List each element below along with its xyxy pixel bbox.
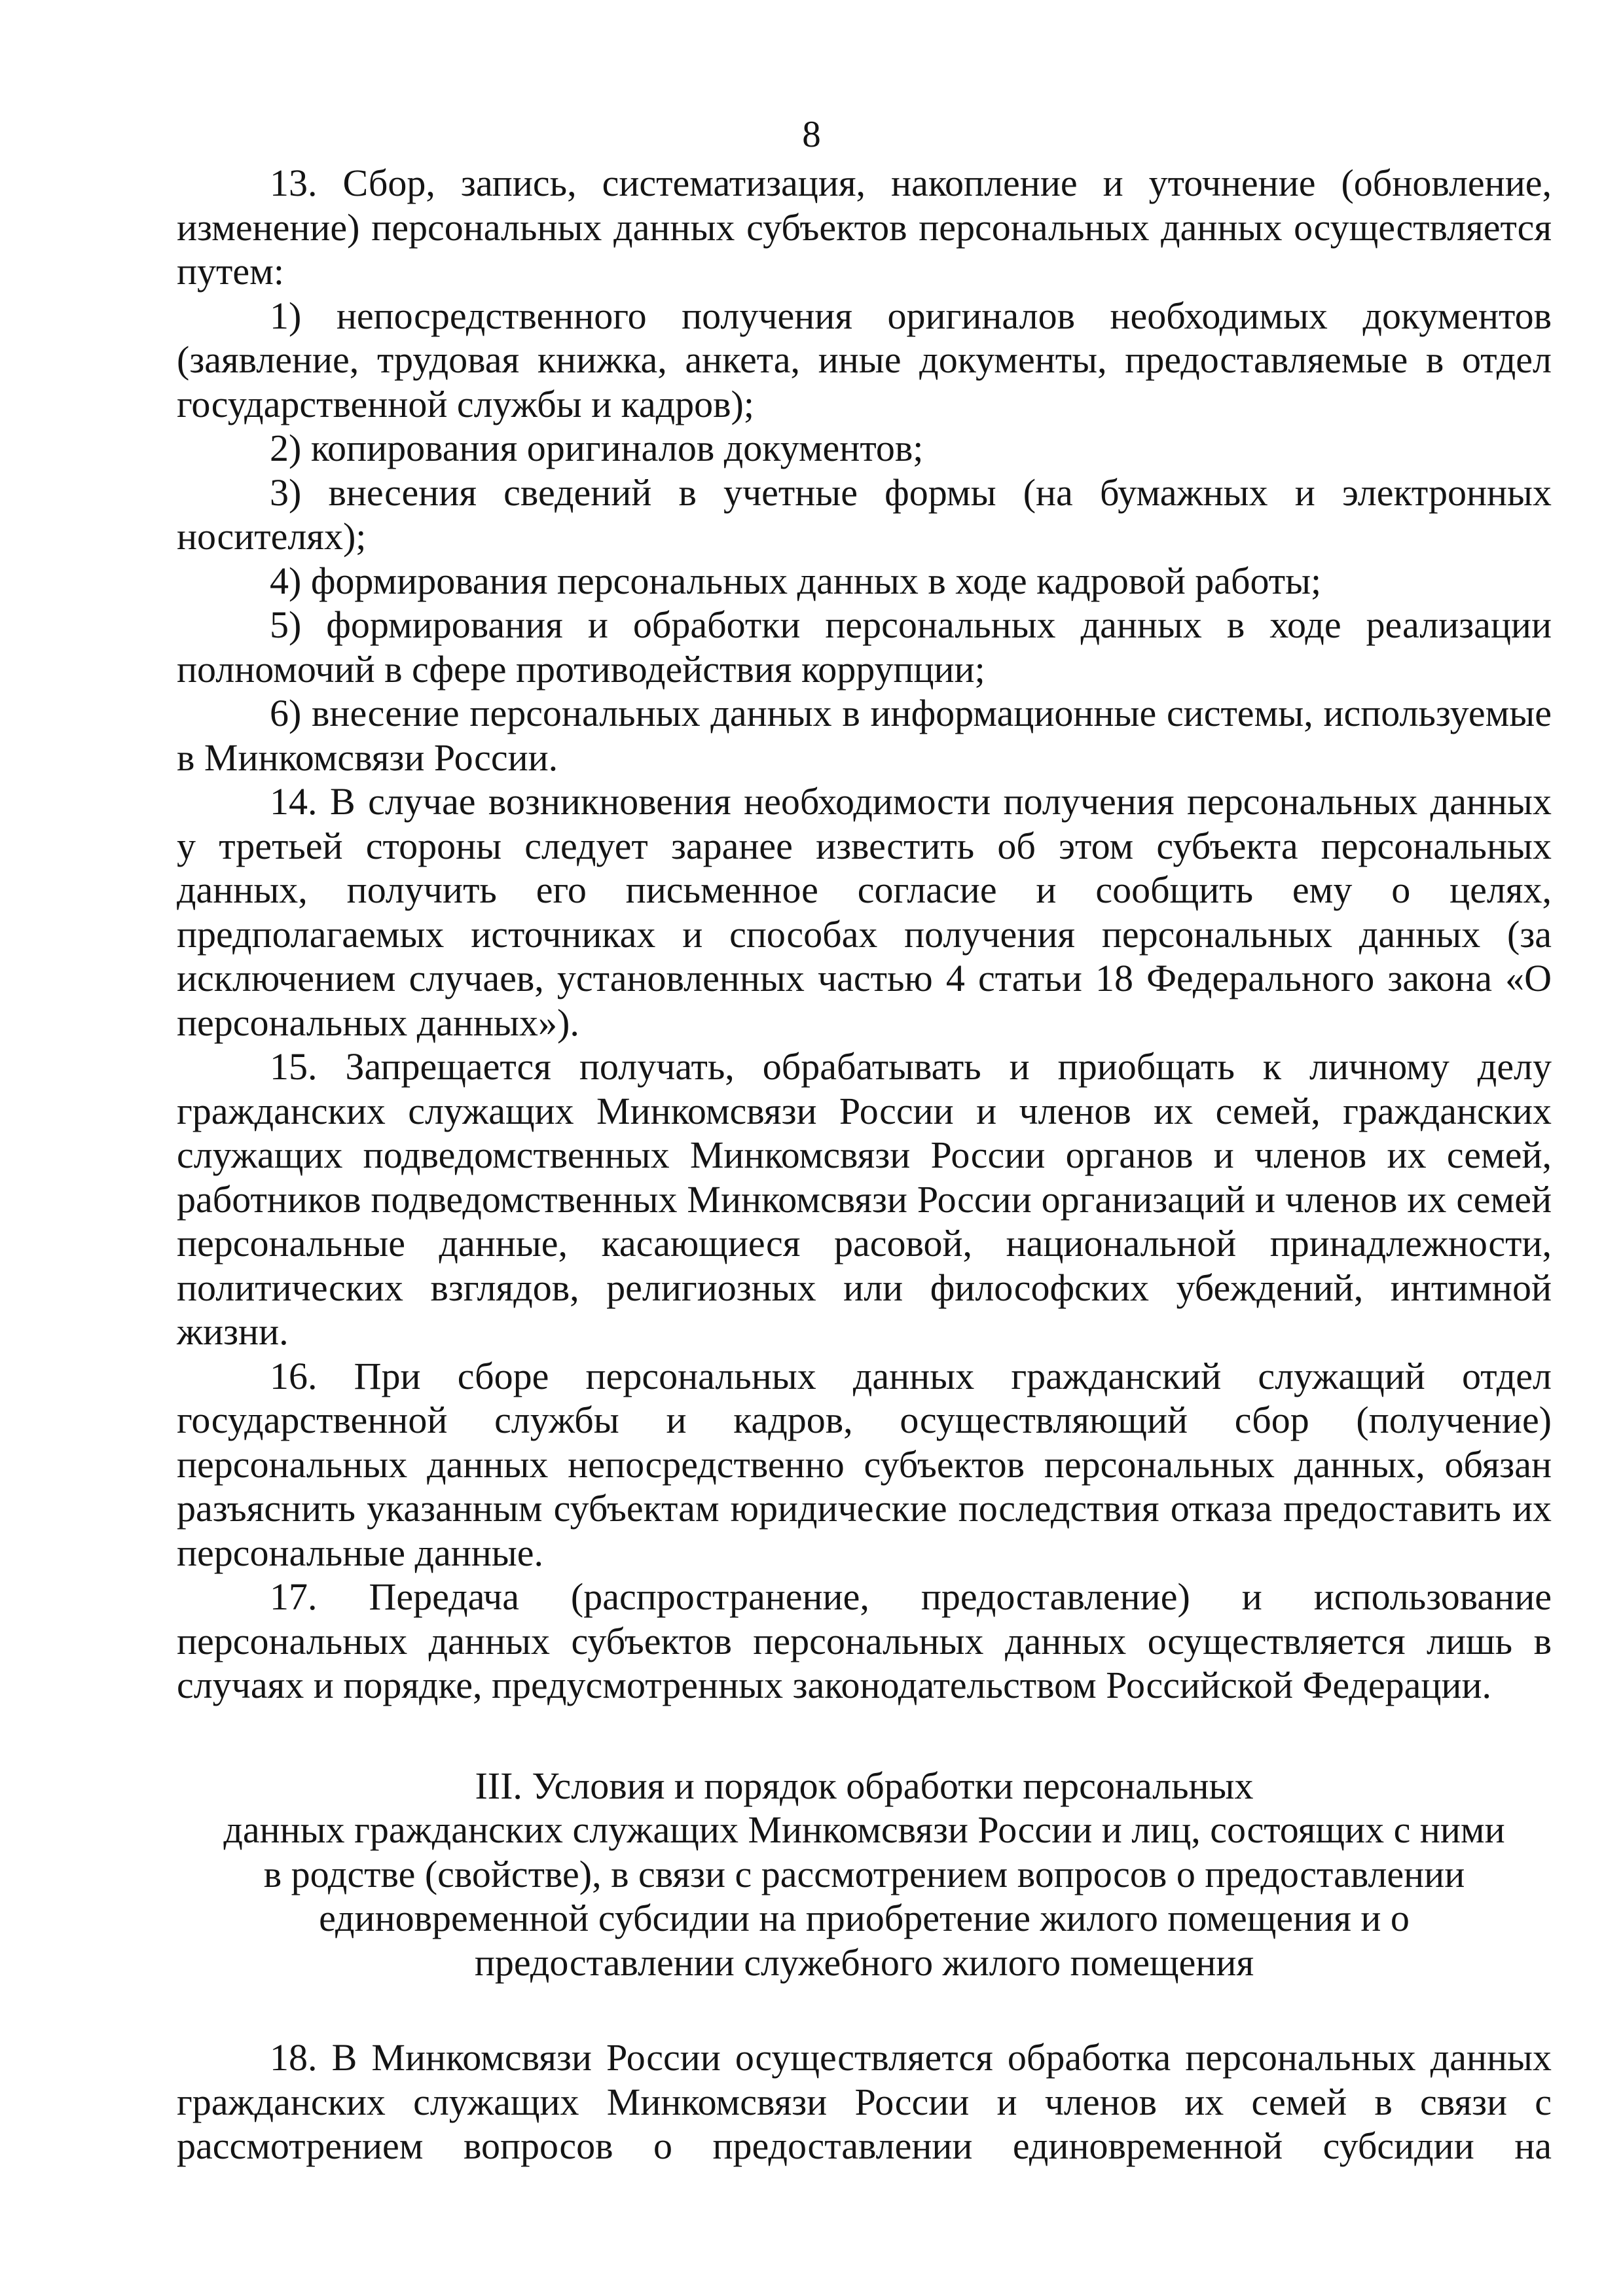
section-heading [177, 1764, 1552, 1985]
section-heading-line: предоставлении служебного жилого помещения [474, 1941, 1254, 1984]
paragraph-16: 16. При сборе персональных данных гражданский служащий отдел государственной службы и кадров, осуществляющий сбор (получение) персональных данных непосредственно субъектов персональных данных, обязан разъяснить указанным субъектам юридические последствия отказа предоставить их персональные данные. [177, 1354, 1552, 1574]
list-item-2: 2) копирования оригиналов документов; [270, 427, 924, 469]
section-heading-line: в родстве (свойстве), в связи с рассмотрением вопросов о предоставлении [263, 1852, 1465, 1895]
list-item-1: 1) непосредственного получения оригиналов необходимых документов (заявление, трудовая книжка, анкета, иные документы, предоставляемые в отдел государственной службы и кадров); [177, 294, 1552, 425]
paragraph-15: 15. Запрещается получать, обрабатывать и приобщать к личному делу гражданских служащих Минкомсвязи России и членов их семей, гражданских служащих подведомственных Минкомсвязи России органов и членов их семей, работников подведомственных Минкомсвязи России организаций и членов их семей персональные данные, касающиеся расовой, национальной принадлежности, политических взглядов, религиозных или философских убеждений, интимной жизни. [177, 1045, 1552, 1353]
paragraph-17: 17. Передача (распространение, предоставление) и использование персональных данных субъектов персональных данных осуществляется лишь в случаях и порядке, предусмотренных законодательством Российской Федерации. [177, 1575, 1552, 1706]
paragraph-13: 13. Сбор, запись, систематизация, накопление и уточнение (обновление, изменение) персональных данных субъектов персональных данных осуществляется путем: [177, 162, 1552, 293]
list-item-6: 6) внесение персональных данных в информационные системы, используемые в Минкомсвязи России. [177, 692, 1552, 779]
paragraph-18: 18. В Минкомсвязи России осуществляется обработка персональных данных гражданских служащих Минкомсвязи России и членов их семей в связи с рассмотрением вопросов о предоставлении единовременной субсидии на [177, 2036, 1552, 2167]
list-item-4: 4) формирования персональных данных в ходе кадровой работы; [270, 559, 1322, 602]
page-number: 8 [802, 114, 821, 155]
section-heading-line: единовременной субсидии на приобретение жилого помещения и о [319, 1897, 1410, 1939]
list-item-5: 5) формирования и обработки персональных данных в ходе реализации полномочий в сфере противодействия коррупции; [177, 603, 1552, 691]
list-item-3: 3) внесения сведений в учетные формы (на бумажных и электронных носителях); [177, 471, 1552, 558]
document-body [177, 161, 1552, 2168]
section-heading-line: данных гражданских служащих Минкомсвязи России и лиц, состоящих с ними [223, 1808, 1505, 1851]
paragraph-14: 14. В случае возникновения необходимости получения персональных данных у третьей стороны следует заранее известить об этом субъекта персональных данных, получить его письменное согласие и сообщить ему о целях, предполагаемых источниках и способах получения персональных данных (за исключением случаев, установленных частью 4 статьи 18 Федерального закона «О персональных данных»). [177, 780, 1552, 1044]
section-heading-line: III. Условия и порядок обработки персональных [475, 1764, 1254, 1807]
